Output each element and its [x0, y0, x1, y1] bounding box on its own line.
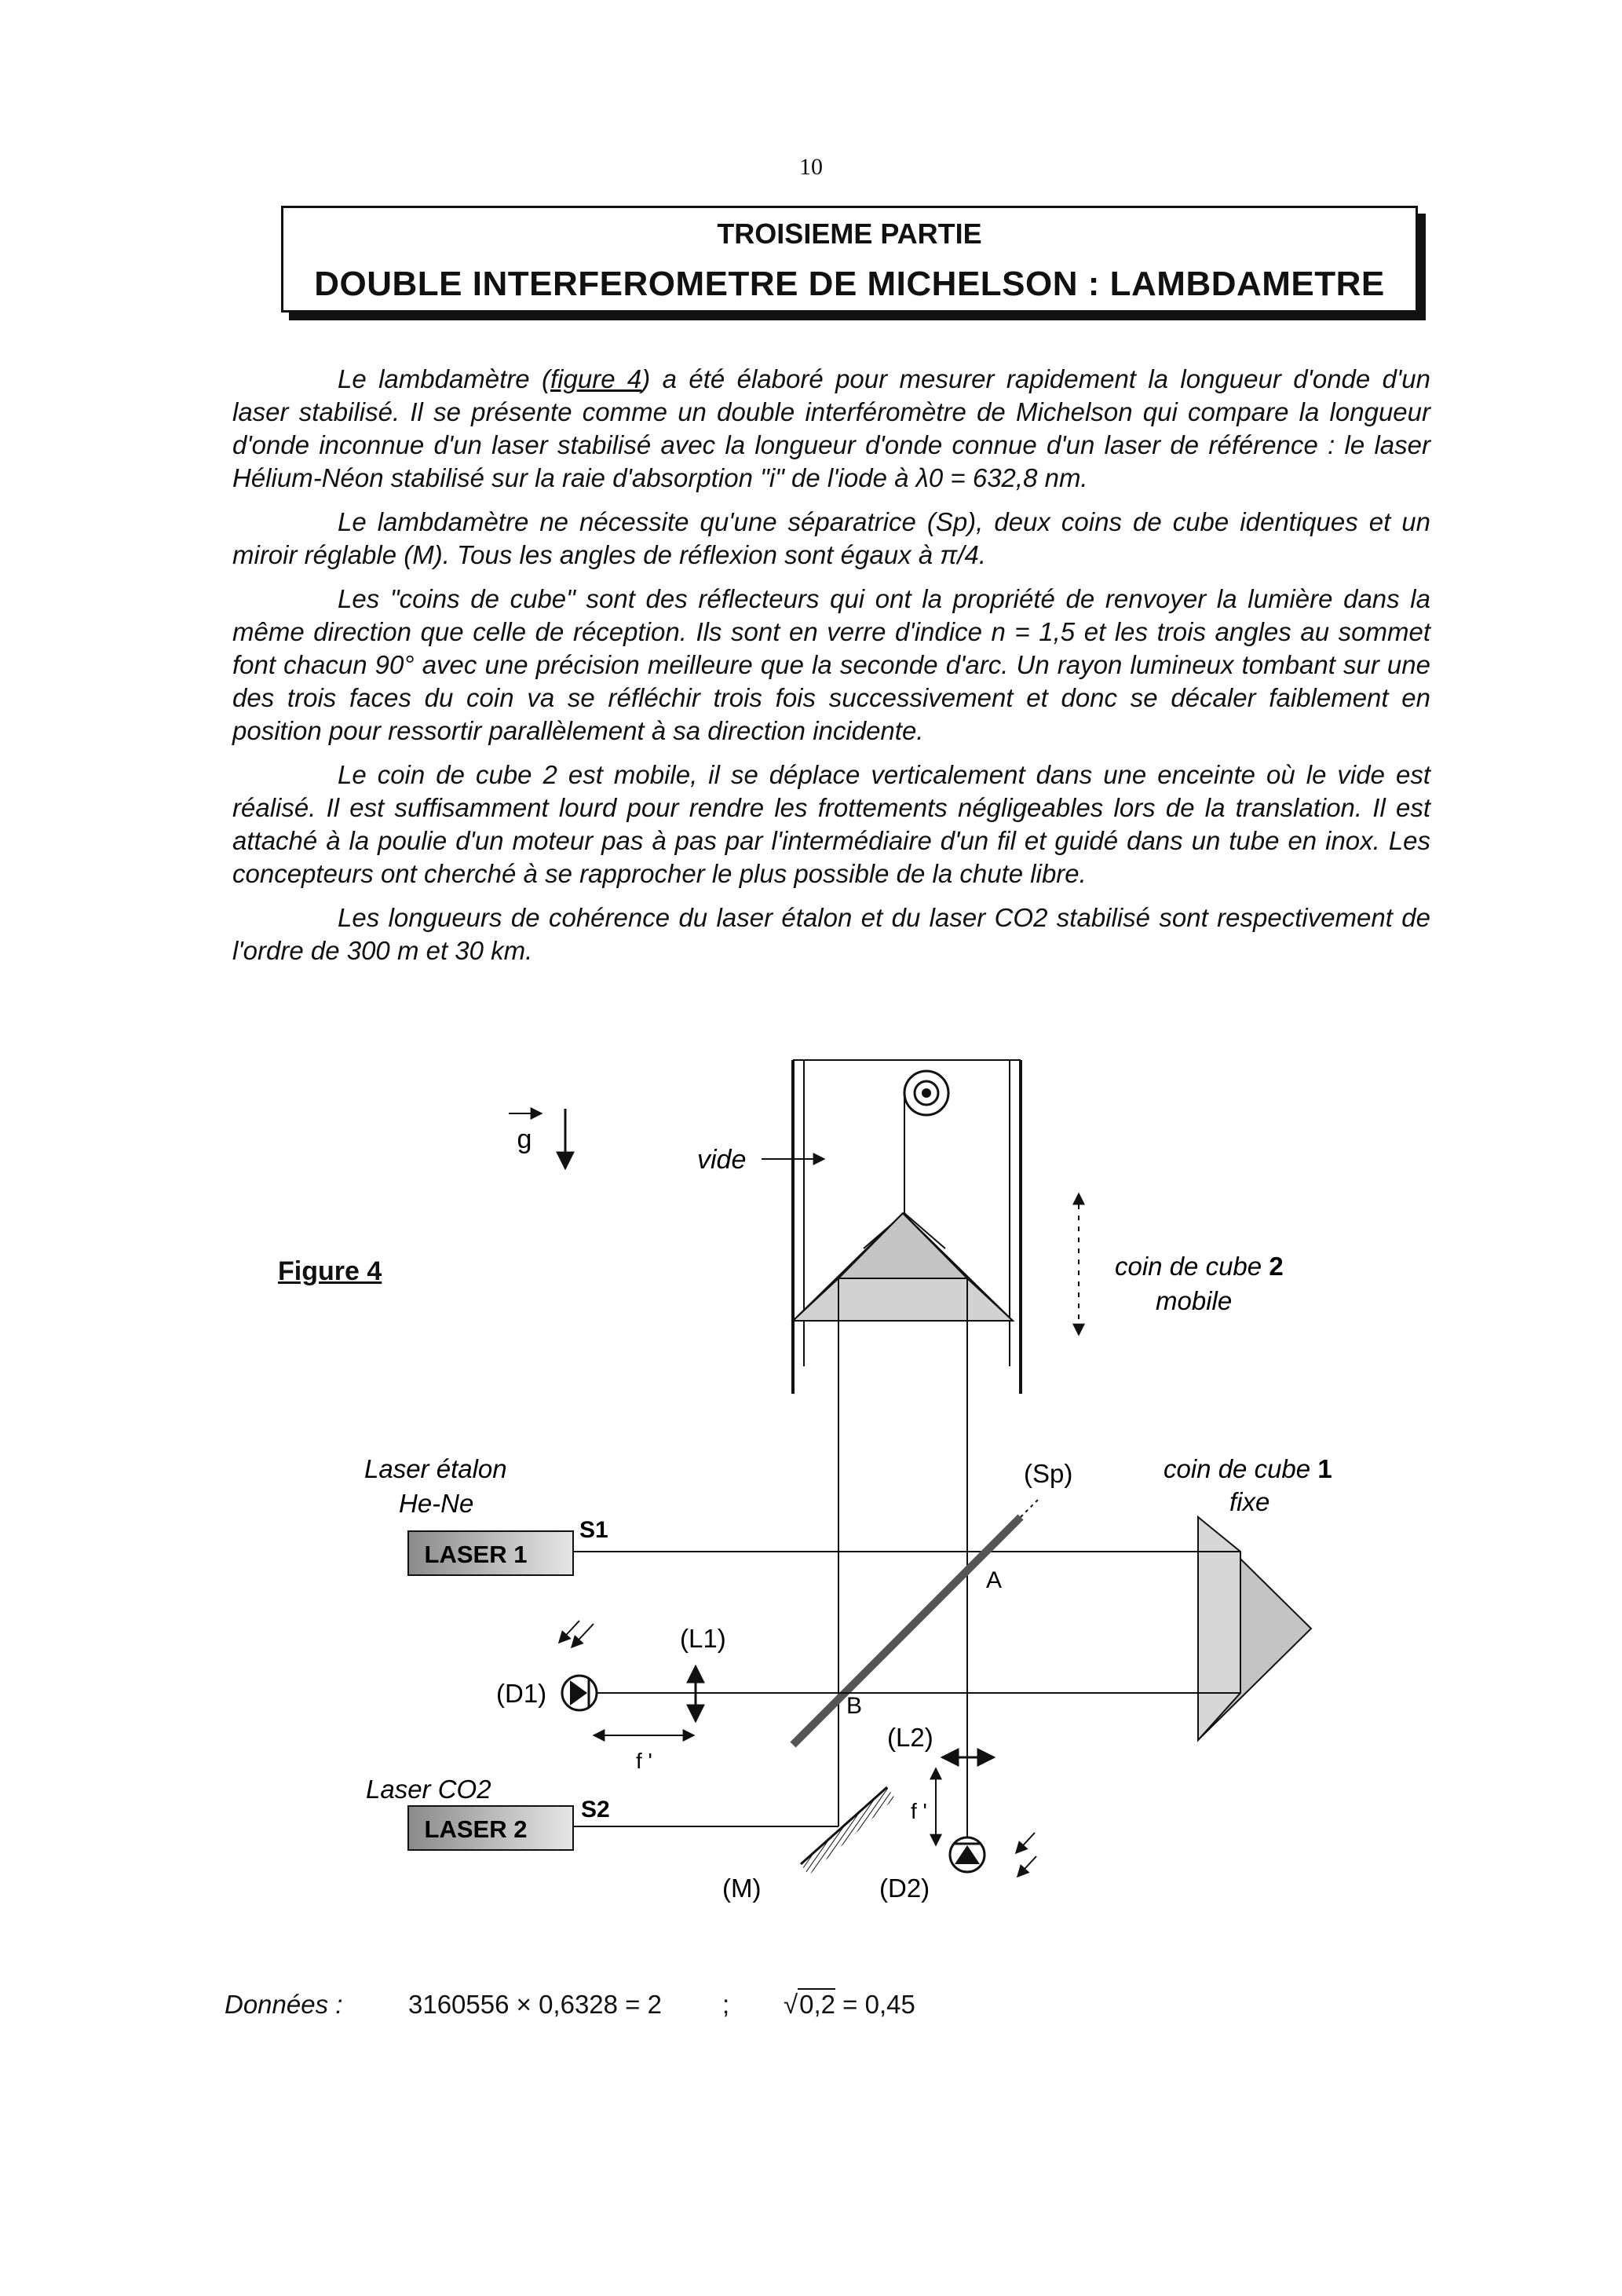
- detector1-label: (D1): [496, 1679, 547, 1708]
- equation-separator: ;: [722, 1990, 730, 2019]
- equation-2: √0,2 = 0,45: [784, 1990, 915, 2019]
- part-heading: TROISIEME PARTIE: [717, 218, 982, 250]
- laser1-name: Laser étalon: [364, 1454, 507, 1483]
- wavelength-formula: λ0 = 632,8 nm.: [915, 463, 1088, 492]
- paragraph-4: Le coin de cube 2 est mobile, il se déplace verticalement dans une enceinte où le vide est réalisé. Il est suffisamment lourd pour rendre les frottements négligeables lors de la translation. Il est attaché à la poulie d'un moteur pas à pas par l'intermédiaire d'un fil et guidé dans un tube en inox. Les concepteurs ont cherché à se rapprocher le plus possible de la chute libre.: [232, 760, 1430, 888]
- laser1-gas: He-Ne: [399, 1489, 474, 1518]
- focal1-label: f ': [636, 1749, 652, 1773]
- cube1-label: coin de cube 1: [1164, 1454, 1332, 1483]
- paragraph-5: Les longueurs de cohérence du laser étalon et du laser CO2 stabilisé sont respectivement de l'ordre de 300 m et 30 km.: [232, 903, 1430, 965]
- sqrt-result: = 0,45: [842, 1990, 915, 2019]
- sqrt-radicand: 0,2: [799, 1990, 835, 2019]
- laser1-box-label: LASER 1: [424, 1541, 528, 1568]
- detector-d2-icon: [950, 1837, 985, 1872]
- paragraph-3: Les "coins de cube" sont des réflecteurs qui ont la propriété de renvoyer la lumière dans la même direction que celle de réception. Ils sont en verre d'indice n = 1,5 et les trois angles au sommet font chacun 90° avec une précision meilleure que la seconde d'arc. Un rayon lumineux tombant sur une des trois faces du coin va se réfléchir trois fois successivement et donc se décaler faiblement en position pour ressortir parallèlement à sa direction incidente.: [232, 584, 1430, 745]
- cube-corner-2: [793, 1213, 1013, 1321]
- point-b-label: B: [846, 1693, 863, 1719]
- donnees-line: [225, 1990, 915, 2020]
- page-number: 10: [799, 154, 823, 180]
- mirror-label: (M): [722, 1874, 762, 1903]
- figure-label: Figure 4: [278, 1256, 382, 1286]
- figure-reference-link[interactable]: figure 4: [550, 364, 642, 393]
- lens1-label: (L1): [680, 1624, 726, 1653]
- gravity-vector: [509, 1109, 565, 1168]
- light-arrows-d2-icon: [1016, 1833, 1036, 1877]
- paragraph-2: Le lambdamètre ne nécessite qu'une séparatrice (Sp), deux coins de cube identiques et un miroir réglable (M). Tous les angles de réflexion sont égaux à π/4.: [232, 507, 1430, 569]
- section-title: DOUBLE INTERFEROMETRE DE MICHELSON : LAMBDAMETRE: [314, 265, 1385, 303]
- cube2-state-label: mobile: [1156, 1286, 1233, 1315]
- point-a-label: A: [986, 1567, 1003, 1593]
- light-arrows-d1-icon: [559, 1621, 594, 1647]
- detector2-label: (D2): [879, 1874, 930, 1903]
- gravity-label: g: [517, 1124, 532, 1154]
- focal2-label: f ': [911, 1799, 927, 1823]
- cube2-label: coin de cube 2: [1115, 1252, 1284, 1281]
- lens2-label: (L2): [887, 1723, 933, 1752]
- separator-label: (Sp): [1024, 1459, 1073, 1488]
- pulley-icon: [904, 1071, 948, 1115]
- laser2-box-label: LASER 2: [424, 1815, 528, 1843]
- paragraph-1: Le lambdamètre (figure 4) a été élaboré pour mesurer rapidement la longueur d'onde d'un laser stabilisé. Il se présente comme un double interféromètre de Michelson qui compare la longueur d'onde inconnue d'un laser stabilisé avec la longueur d'onde connue d'un laser de référence : le laser Hélium-Néon stabilisé sur la raie d'absorption "i" de l'iode à λ0 = 632,8 nm.: [232, 364, 1430, 492]
- donnees-label: Données :: [225, 1990, 343, 2019]
- laser2-name: Laser CO2: [366, 1775, 491, 1804]
- vacuum-label: vide: [697, 1145, 747, 1175]
- equation-1: 3160556 × 0,6328 = 2: [408, 1990, 662, 2019]
- source-s2-label: S2: [581, 1797, 610, 1823]
- detector-d1-icon: [562, 1676, 597, 1710]
- source-s1-label: S1: [579, 1517, 608, 1543]
- cube1-state-label: fixe: [1229, 1487, 1270, 1516]
- mirror-m: [801, 1787, 895, 1875]
- cube-corner-1: [1198, 1517, 1311, 1740]
